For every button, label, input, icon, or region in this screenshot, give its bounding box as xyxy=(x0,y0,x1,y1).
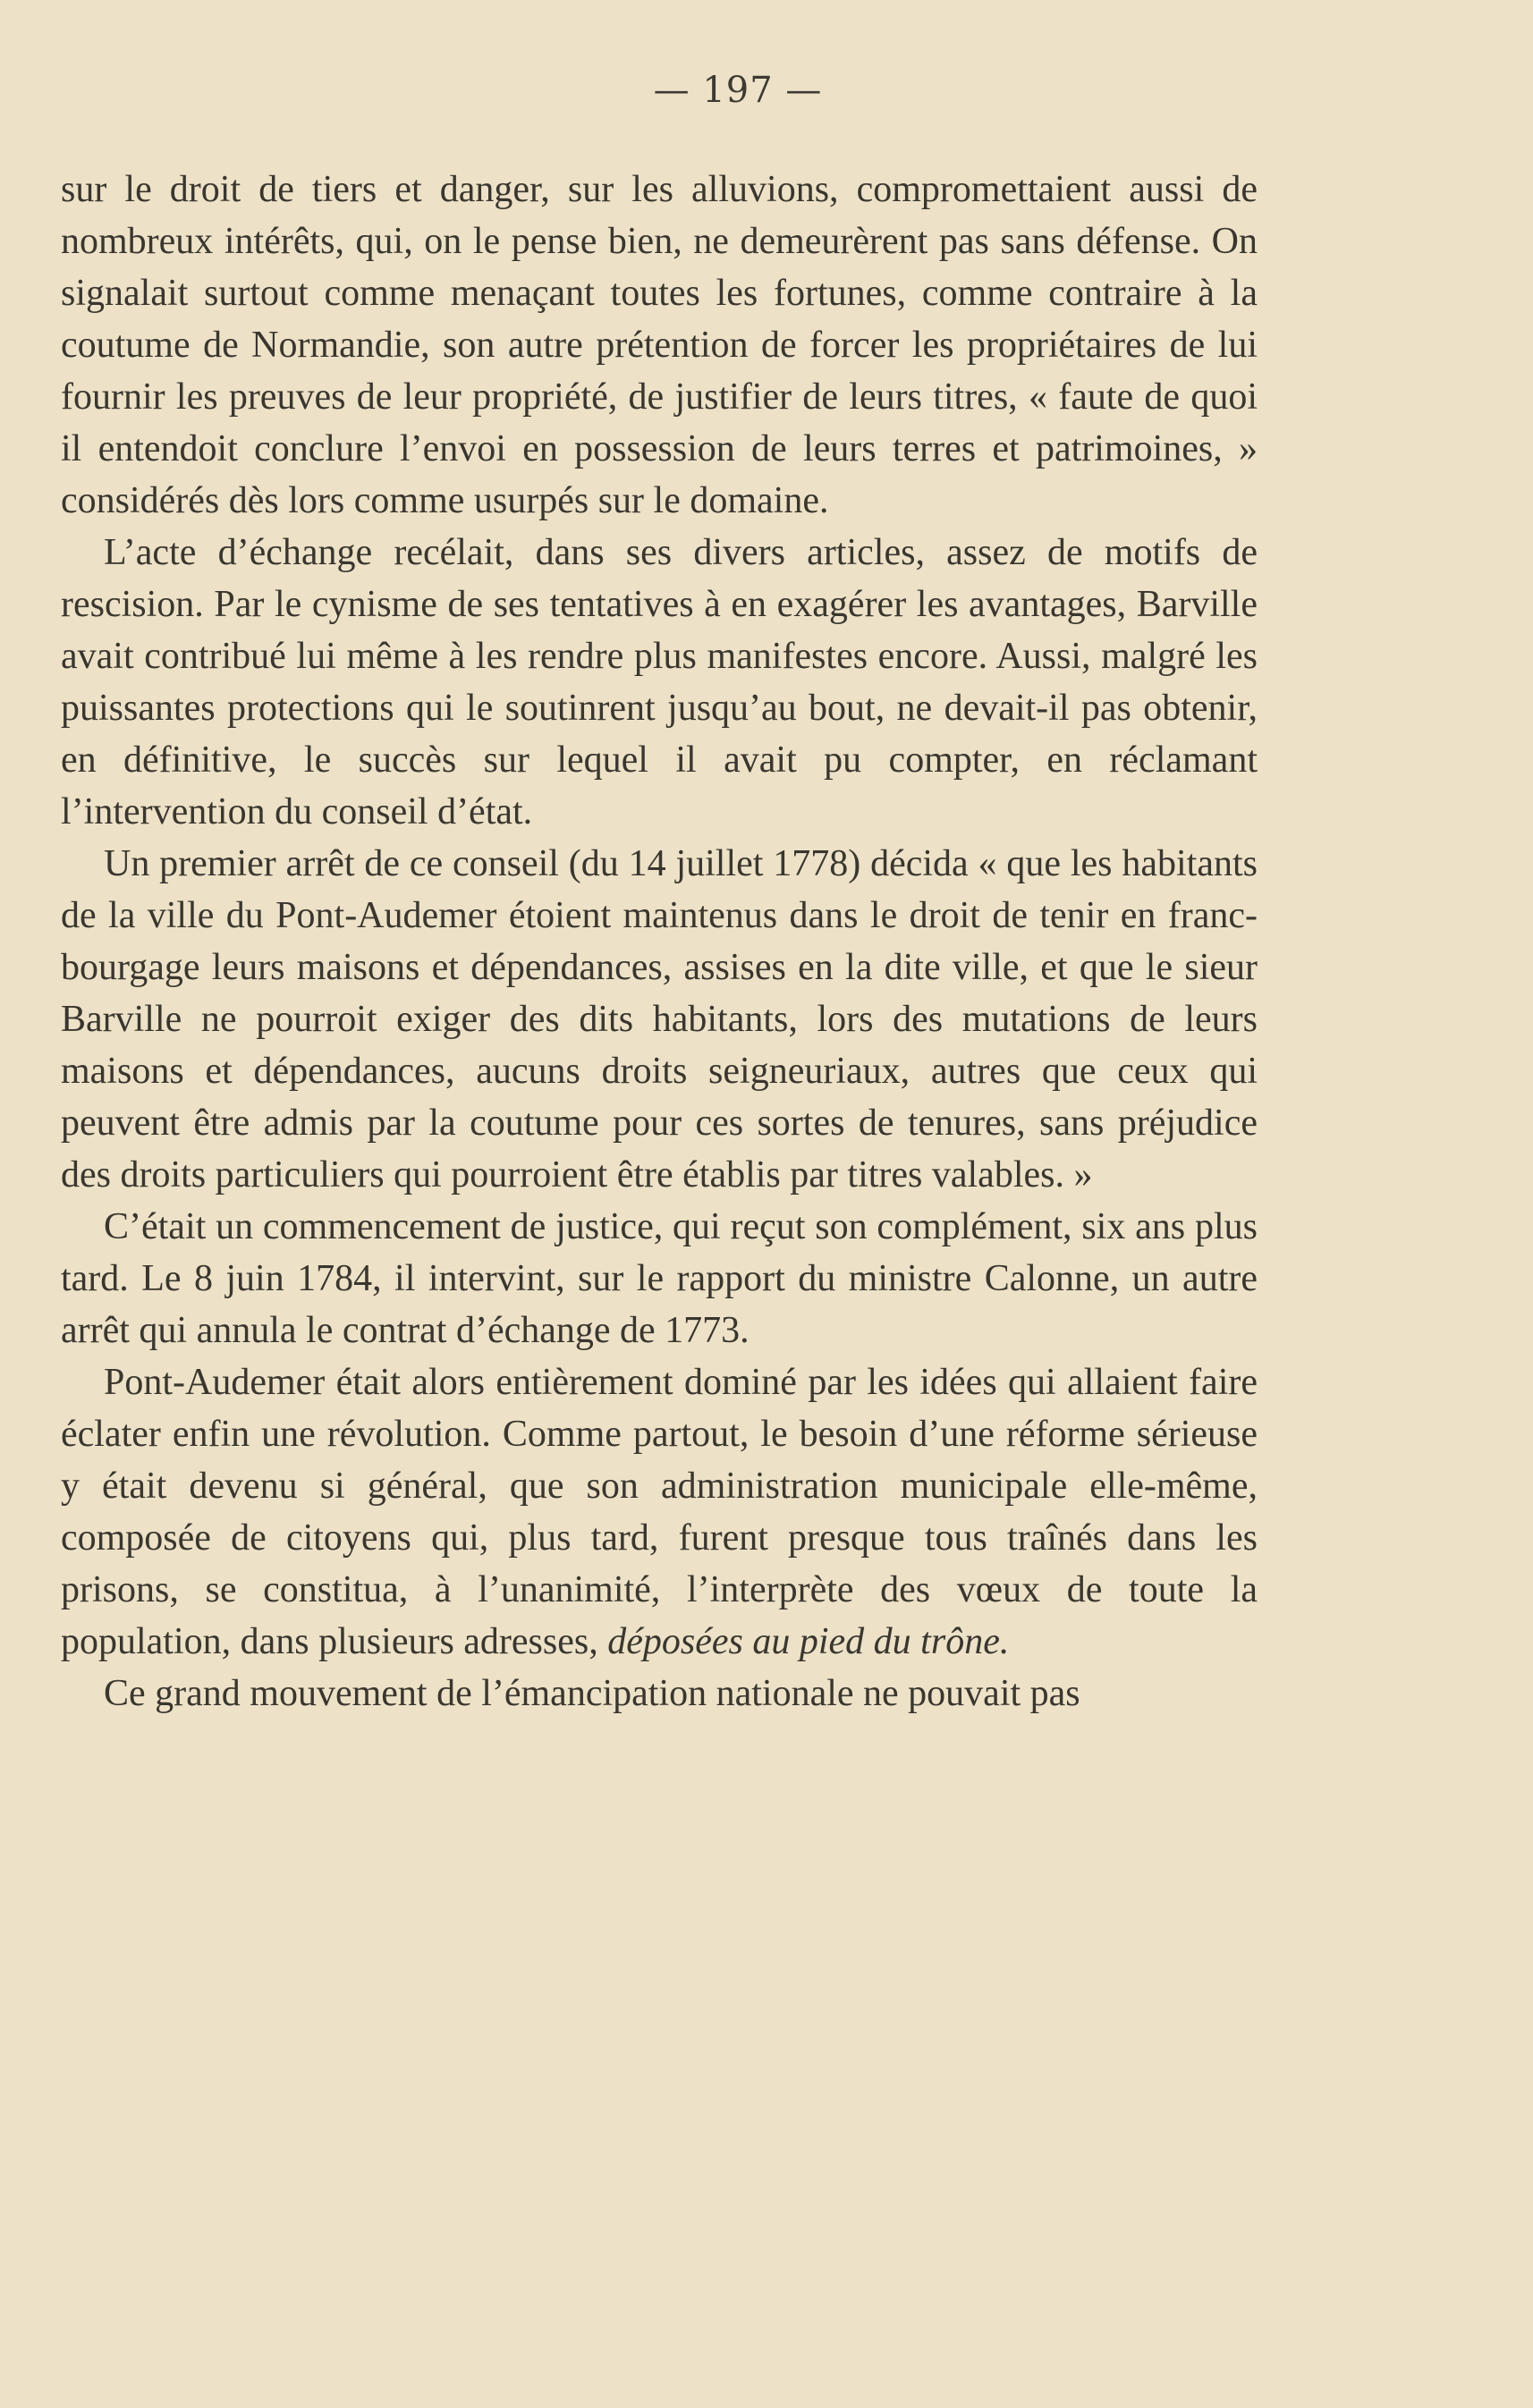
paragraph-5 xyxy=(61,1356,1258,1668)
paragraph-5-text: Pont-Audemer était alors entièrement dominé par les idées qui allaient faire éclater enfin une révolution. Comme partout, le besoin d’une réforme sérieuse y était devenu si général, que son administration municipale elle-même, composée de citoyens qui, plus tard, furent presque tous traînés dans les prisons, se constitua, à l’unanimité, l’interprète des vœux de toute la population, dans plusieurs adresses, xyxy=(61,1362,1258,1662)
paragraph-1: sur le droit de tiers et danger, sur les alluvions, compromettaient aussi de nombreux intérêts, qui, on le pense bien, ne demeurèrent pas sans défense. On signalait surtout comme menaçant toutes les fortunes, comme contraire à la coutume de Normandie, son autre prétention de forcer les propriétaires de lui fournir les preuves de leur propriété, de justifier de leurs titres, « faute de quoi il entendoit conclure l’envoi en possession de leurs terres et patrimoines, » considérés dès lors comme usurpés sur le domaine. xyxy=(61,169,1258,521)
page-number: — 197 — xyxy=(653,70,823,111)
paragraph-6: Ce grand mouvement de l’émancipation nationale ne pouvait pas xyxy=(104,1673,1080,1714)
paragraph-3: Un premier arrêt de ce conseil (du 14 juillet 1778) décida « que les habitants de la ville du Pont-Audemer étoient maintenus dans le droit de tenir en franc-bourgage leurs maisons et dépendances, assises en la dite ville, et que le sieur Barville ne pourroit exiger des dits habitants, lors des mutations de leurs maisons et dépendances, aucuns droits seigneuriaux, autres que ceux qui peuvent être admis par la coutume pour ces sortes de tenures, sans préjudice des droits particuliers qui pourroient être établis par titres valables. » xyxy=(61,843,1258,1196)
paragraph-2: L’acte d’échange recélait, dans ses divers articles, assez de motifs de rescision. Par le cynisme de ses tentatives à en exagérer les avantages, Barville avait contribué lui même à les rendre plus manifestes encore. Aussi, malgré les puissantes protections qui le soutinrent jusqu’au bout, ne devait-il pas obtenir, en définitive, le succès sur lequel il avait pu compter, en réclamant l’intervention du conseil d’état. xyxy=(61,532,1258,832)
paragraph-4: C’était un commencement de justice, qui reçut son complément, six ans plus tard. Le 8 juin 1784, il intervint, sur le rapport du ministre Calonne, un autre arrêt qui annula le contrat d’échange de 1773. xyxy=(61,1206,1258,1351)
body-text xyxy=(61,164,1258,1719)
paragraph-5-italic: déposées au pied du trône. xyxy=(607,1621,1010,1662)
